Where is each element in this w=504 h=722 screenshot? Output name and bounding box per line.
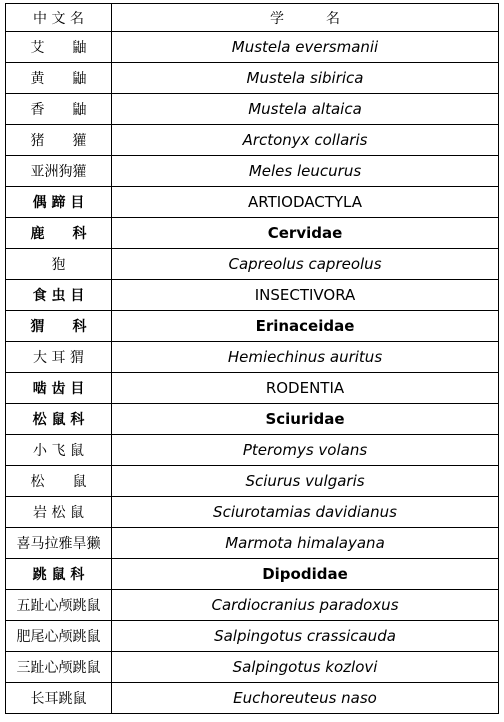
table-row (6, 466, 499, 497)
table-row (6, 497, 499, 528)
scientific-name-cell: Salpingotus crassicauda (112, 621, 499, 652)
header-chinese-name: 中 文 名 (6, 4, 112, 32)
chinese-name-cell: 松 鼠 (6, 466, 112, 497)
chinese-name-cell: 松 鼠 科 (6, 404, 112, 435)
table-row (6, 652, 499, 683)
chinese-name-cell: 狍 (6, 249, 112, 280)
table-row (6, 187, 499, 218)
table-row (6, 94, 499, 125)
scientific-name-cell: Mustela sibirica (112, 63, 499, 94)
scientific-name-cell: Mustela altaica (112, 94, 499, 125)
scientific-name-cell: Sciuridae (112, 404, 499, 435)
scientific-name-cell: Meles leucurus (112, 156, 499, 187)
table-row (6, 218, 499, 249)
scientific-name-cell: INSECTIVORA (112, 280, 499, 311)
header-scientific-name: 学 名 (112, 4, 499, 32)
scientific-name-cell: Cardiocranius paradoxus (112, 590, 499, 621)
scientific-name-cell: Erinaceidae (112, 311, 499, 342)
scientific-name-cell: Salpingotus kozlovi (112, 652, 499, 683)
chinese-name-cell: 香 鼬 (6, 94, 112, 125)
table-row (6, 280, 499, 311)
table-row (6, 621, 499, 652)
table-row (6, 404, 499, 435)
scientific-name-cell: Capreolus capreolus (112, 249, 499, 280)
scientific-name-cell: Mustela eversmanii (112, 32, 499, 63)
scientific-name-cell: Hemiechinus auritus (112, 342, 499, 373)
chinese-name-cell: 鹿 科 (6, 218, 112, 249)
chinese-name-cell: 长耳跳鼠 (6, 683, 112, 714)
scientific-name-cell: Marmota himalayana (112, 528, 499, 559)
scientific-name-cell: ARTIODACTYLA (112, 187, 499, 218)
scientific-name-cell: Arctonyx collaris (112, 125, 499, 156)
scientific-name-cell: Sciurus vulgaris (112, 466, 499, 497)
species-table-body (6, 4, 499, 714)
table-row (6, 590, 499, 621)
table-row (6, 342, 499, 373)
chinese-name-cell: 喜马拉雅旱獭 (6, 528, 112, 559)
chinese-name-cell: 跳 鼠 科 (6, 559, 112, 590)
chinese-name-cell: 五趾心颅跳鼠 (6, 590, 112, 621)
chinese-name-cell: 艾 鼬 (6, 32, 112, 63)
scientific-name-cell: RODENTIA (112, 373, 499, 404)
chinese-name-cell: 食 虫 目 (6, 280, 112, 311)
chinese-name-cell: 大 耳 猬 (6, 342, 112, 373)
table-row (6, 528, 499, 559)
table-row (6, 156, 499, 187)
table-row (6, 32, 499, 63)
table-row (6, 249, 499, 280)
chinese-name-cell: 黄 鼬 (6, 63, 112, 94)
chinese-name-cell: 偶 蹄 目 (6, 187, 112, 218)
table-row (6, 559, 499, 590)
table-row (6, 125, 499, 156)
chinese-name-cell: 小 飞 鼠 (6, 435, 112, 466)
table-row (6, 435, 499, 466)
chinese-name-cell: 猪 獾 (6, 125, 112, 156)
chinese-name-cell: 亚洲狗獾 (6, 156, 112, 187)
chinese-name-cell: 啮 齿 目 (6, 373, 112, 404)
chinese-name-cell: 肥尾心颅跳鼠 (6, 621, 112, 652)
table-row (6, 311, 499, 342)
chinese-name-cell: 三趾心颅跳鼠 (6, 652, 112, 683)
scientific-name-cell: Cervidae (112, 218, 499, 249)
scientific-name-cell: Pteromys volans (112, 435, 499, 466)
scientific-name-cell: Euchoreuteus naso (112, 683, 499, 714)
table-row (6, 683, 499, 714)
chinese-name-cell: 岩 松 鼠 (6, 497, 112, 528)
table-header-row (6, 4, 499, 32)
scientific-name-cell: Sciurotamias davidianus (112, 497, 499, 528)
species-table (5, 3, 499, 714)
chinese-name-cell: 猬 科 (6, 311, 112, 342)
table-row (6, 63, 499, 94)
scientific-name-cell: Dipodidae (112, 559, 499, 590)
table-row (6, 373, 499, 404)
